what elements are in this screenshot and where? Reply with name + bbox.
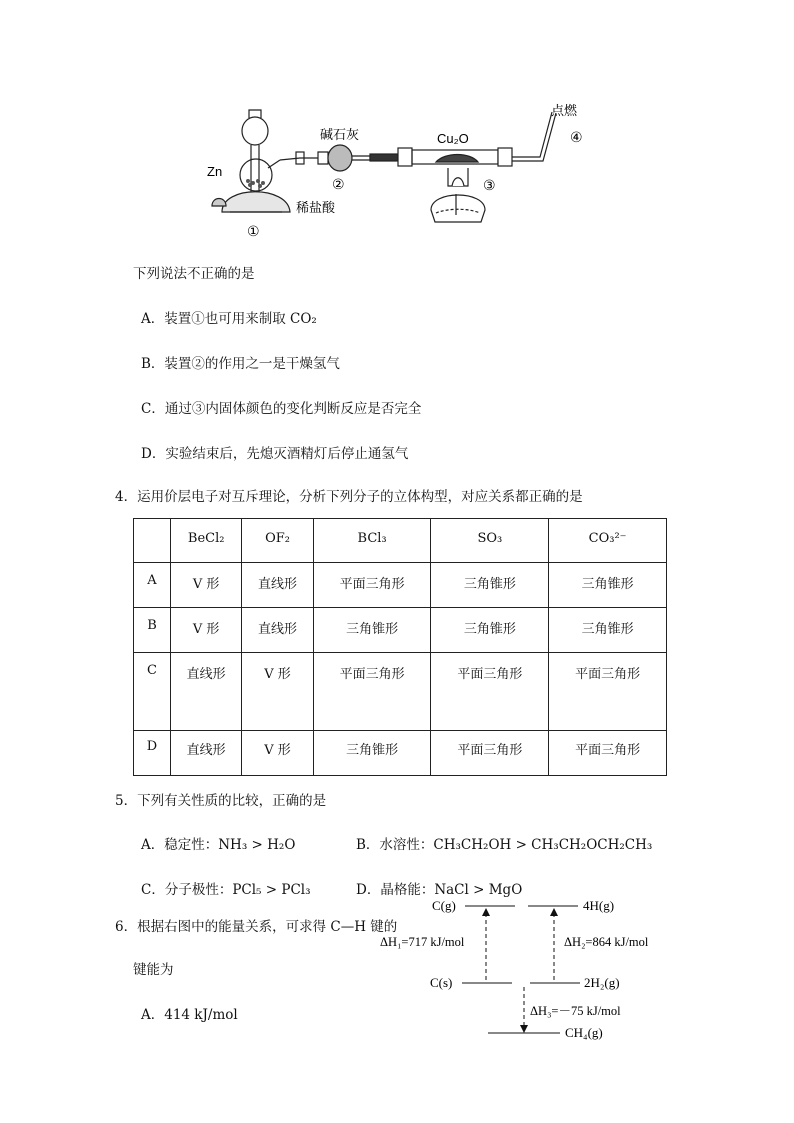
table-cell: V 形 <box>171 563 242 608</box>
label-ch4: CH₄(g) <box>565 1025 603 1040</box>
table-cell: 直线形 <box>171 653 242 731</box>
apparatus-diagram <box>0 0 794 250</box>
table-row <box>134 653 667 731</box>
connector-tube-1 <box>280 152 318 164</box>
label-ignite: 点燃 <box>551 103 578 118</box>
table-header-cell: SO₃ <box>431 519 549 563</box>
zn-granules <box>246 179 265 188</box>
table-header-cell: OF₂ <box>242 519 313 563</box>
combustion-tube <box>398 112 556 166</box>
energy-diagram <box>370 890 690 1050</box>
q6-option-a: A．414 kJ/mol <box>141 1007 238 1023</box>
table-row <box>134 608 667 653</box>
table-cell: 直线形 <box>242 608 313 653</box>
label-2h2: 2H₂(g) <box>584 975 620 990</box>
drying-tube <box>318 145 398 171</box>
table-cell: 三角锥形 <box>549 563 667 608</box>
q6-stem-line1: 6．根据右图中的能量关系，可求得 C—H 键的 <box>115 919 398 935</box>
marker-1: ① <box>247 223 260 239</box>
marker-4: ④ <box>570 129 583 145</box>
q3-option-d: D．实验结束后，先熄灭酒精灯后停止通氢气 <box>141 446 409 462</box>
label-cs: C(s) <box>430 975 453 990</box>
label-dh2: ΔH₂=864 kJ/mol <box>564 935 649 949</box>
label-dh1: ΔH₁=717 kJ/mol <box>380 935 465 949</box>
table-cell: 直线形 <box>242 563 313 608</box>
kipp-generator <box>212 110 290 212</box>
table-header-row <box>134 519 667 563</box>
table-cell: 三角锥形 <box>431 608 549 653</box>
table-cell: B <box>134 608 171 653</box>
alcohol-lamp <box>431 168 485 222</box>
table-cell: A <box>134 563 171 608</box>
table-cell: 三角锥形 <box>431 563 549 608</box>
q3-stem: 下列说法不正确的是 <box>133 266 255 282</box>
q5-option-a: A．稳定性：NH₃ > H₂O <box>141 837 296 853</box>
table-header-cell: CO₃²⁻ <box>549 519 667 563</box>
table-cell: 平面三角形 <box>313 653 431 731</box>
marker-3: ③ <box>483 177 496 193</box>
table-cell: 平面三角形 <box>431 731 549 776</box>
q6-stem-line2: 键能为 <box>133 962 174 978</box>
table-header-cell: BeCl₂ <box>171 519 242 563</box>
label-soda-lime: 碱石灰 <box>320 127 360 142</box>
q3-option-a: A．装置①也可用来制取 CO₂ <box>141 311 317 327</box>
table-row <box>134 563 667 608</box>
table-cell: V 形 <box>242 653 313 731</box>
table-header-cell: BCl₃ <box>313 519 431 563</box>
vsepr-table <box>133 518 667 776</box>
q4-stem: 4．运用价层电子对互斥理论，分析下列分子的立体构型，对应关系都正确的是 <box>115 489 583 505</box>
label-dilute-hcl: 稀盐酸 <box>296 200 336 215</box>
label-zn: Zn <box>207 164 223 179</box>
label-cg: C(g) <box>432 898 456 913</box>
table-cell: 平面三角形 <box>549 653 667 731</box>
label-4h: 4H(g) <box>583 898 615 913</box>
table-header-cell <box>134 519 171 563</box>
table-cell: 三角锥形 <box>313 731 431 776</box>
marker-2: ② <box>332 176 345 192</box>
table-cell: 直线形 <box>171 731 242 776</box>
table-cell: V 形 <box>171 608 242 653</box>
label-cu2o: Cu₂O <box>437 131 469 146</box>
q5-stem: 5．下列有关性质的比较，正确的是 <box>115 793 327 809</box>
table-cell: 平面三角形 <box>549 731 667 776</box>
q5-option-c: C．分子极性：PCl₅ > PCl₃ <box>141 882 311 898</box>
label-dh3: ΔH₃=－75 kJ/mol <box>530 1004 621 1018</box>
table-row <box>134 731 667 776</box>
table-cell: 平面三角形 <box>431 653 549 731</box>
q5-option-d: D．晶格能：NaCl > MgO <box>356 882 523 898</box>
q3-option-b: B．装置②的作用之一是干燥氢气 <box>141 356 340 372</box>
q5-option-b: B．水溶性：CH₃CH₂OH > CH₃CH₂OCH₂CH₃ <box>356 837 653 853</box>
table-cell: C <box>134 653 171 731</box>
table-cell: D <box>134 731 171 776</box>
table-cell: V 形 <box>242 731 313 776</box>
table-cell: 三角锥形 <box>313 608 431 653</box>
table-cell: 三角锥形 <box>549 608 667 653</box>
table-cell: 平面三角形 <box>313 563 431 608</box>
q3-option-c: C．通过③内固体颜色的变化判断反应是否完全 <box>141 401 422 417</box>
